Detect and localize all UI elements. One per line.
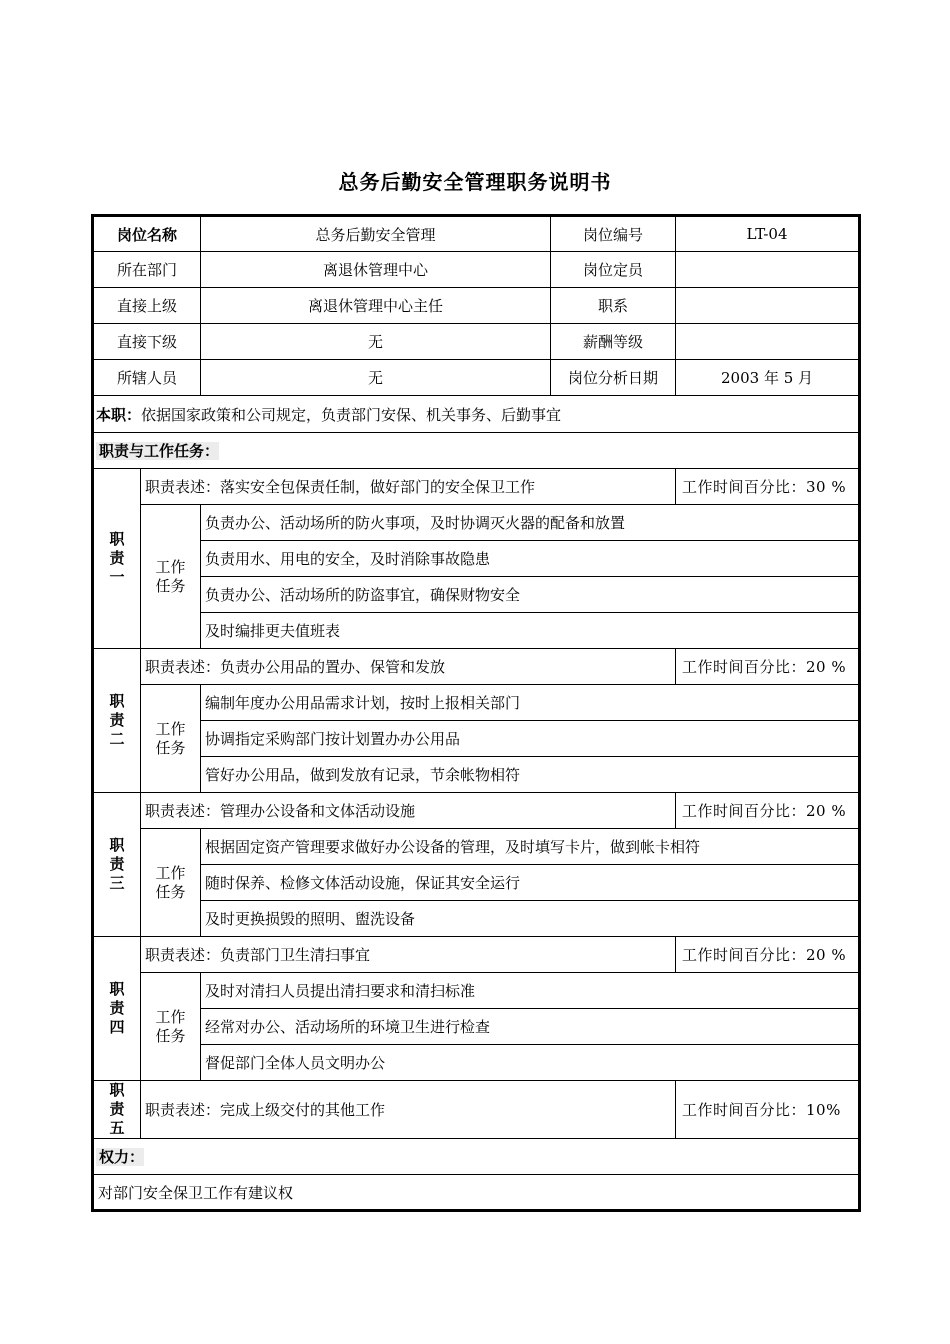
responsibility-label-text: 职责五 [109,1081,125,1137]
label-department: 所在部门 [94,252,201,288]
responsibility-statement: 职责表述：管理办公设备和文体活动设施 [141,793,676,829]
value-headcount [676,252,859,288]
value-direct-subordinate: 无 [201,324,551,360]
tasks-heading-cell [94,433,859,469]
authority-heading-row [94,1139,859,1175]
responsibility-label [94,1081,141,1139]
work-task-label-text: 工作任务 [155,719,186,757]
label-pay-grade: 薪酬等级 [551,324,676,360]
work-task-label [141,829,201,937]
job-description-table [93,216,859,1210]
responsibility-label [94,649,141,793]
info-row [94,288,859,324]
time-percentage: 工作时间百分比：20 % [676,649,859,685]
responsibility-statement: 职责表述：完成上级交付的其他工作 [141,1081,676,1139]
task-item: 督促部门全体人员文明办公 [201,1045,859,1081]
task-item: 负责用水、用电的安全，及时消除事故隐患 [201,541,859,577]
label-position-code: 岗位编号 [551,217,676,252]
label-position-name: 岗位名称 [94,217,201,252]
responsibility-label-text: 职责四 [109,980,125,1036]
task-row [94,901,859,937]
authority-item-row [94,1175,859,1210]
task-item: 协调指定采购部门按计划置办办公用品 [201,721,859,757]
value-job-family [676,288,859,324]
work-task-label-text: 工作任务 [155,863,186,901]
value-position-code: LT-04 [676,217,859,252]
task-row [94,1045,859,1081]
document-title: 总务后勤安全管理职务说明书 [338,170,612,194]
responsibility-label-text: 职责二 [109,692,125,748]
info-row [94,252,859,288]
time-percentage: 工作时间百分比：30 % [676,469,859,505]
task-row [94,541,859,577]
info-row [94,360,859,396]
task-row [94,1009,859,1045]
responsibility-label [94,469,141,649]
task-row [94,577,859,613]
responsibility-statement-row [94,793,859,829]
tasks-heading-row [94,433,859,469]
value-department: 离退休管理中心 [201,252,551,288]
time-percentage: 工作时间百分比：20 % [676,937,859,973]
responsibility-statement-row [94,649,859,685]
task-item: 及时编排更夫值班表 [201,613,859,649]
value-analysis-date: 2003 年 5 月 [676,360,859,396]
task-item: 根据固定资产管理要求做好办公设备的管理，及时填写卡片，做到帐卡相符 [201,829,859,865]
task-row [94,829,859,865]
work-task-label-text: 工作任务 [155,1007,186,1045]
duty-text: 依据国家政策和公司规定，负责部门安保、机关事务、后勤事宜 [141,405,562,424]
label-direct-superior: 直接上级 [94,288,201,324]
task-item: 负责办公、活动场所的防盗事宜，确保财物安全 [201,577,859,613]
work-task-label [141,685,201,793]
label-direct-subordinate: 直接下级 [94,324,201,360]
task-item: 负责办公、活动场所的防火事项，及时协调灭火器的配备和放置 [201,505,859,541]
duty-label: 本职： [96,405,142,424]
task-row [94,865,859,901]
label-staff: 所辖人员 [94,360,201,396]
task-item: 随时保养、检修文体活动设施，保证其安全运行 [201,865,859,901]
authority-item: 对部门安全保卫工作有建议权 [94,1175,859,1210]
responsibility-statement: 职责表述：落实安全包保责任制，做好部门的安全保卫工作 [141,469,676,505]
task-item: 管好办公用品，做到发放有记录，节余帐物相符 [201,757,859,793]
task-item: 编制年度办公用品需求计划，按时上报相关部门 [201,685,859,721]
tasks-heading: 职责与工作任务： [96,442,219,460]
task-item: 及时更换损毁的照明、盥洗设备 [201,901,859,937]
responsibility-statement: 职责表述：负责办公用品的置办、保管和发放 [141,649,676,685]
info-row [94,324,859,360]
authority-heading-cell [94,1139,859,1175]
responsibility-label-text: 职责一 [109,530,125,586]
responsibility-statement-row [94,937,859,973]
responsibility-statement: 职责表述：负责部门卫生清扫事宜 [141,937,676,973]
duty-row [94,396,859,433]
task-row [94,721,859,757]
task-row [94,505,859,541]
label-job-family: 职系 [551,288,676,324]
time-percentage: 工作时间百分比：20 % [676,793,859,829]
work-task-label-text: 工作任务 [155,557,186,595]
value-pay-grade [676,324,859,360]
task-row [94,757,859,793]
info-row [94,217,859,252]
value-staff: 无 [201,360,551,396]
task-row [94,685,859,721]
responsibility-label [94,793,141,937]
task-row [94,613,859,649]
work-task-label [141,973,201,1081]
task-item: 经常对办公、活动场所的环境卫生进行检查 [201,1009,859,1045]
responsibility-statement-row [94,469,859,505]
label-headcount: 岗位定员 [551,252,676,288]
label-analysis-date: 岗位分析日期 [551,360,676,396]
responsibilities-body [94,469,859,1139]
value-direct-superior: 离退休管理中心主任 [201,288,551,324]
work-task-label [141,505,201,649]
responsibility-label [94,937,141,1081]
time-percentage: 工作时间百分比：10% [676,1081,859,1139]
authority-heading: 权力： [96,1148,144,1166]
responsibility-label-text: 职责三 [109,836,125,892]
task-item: 及时对清扫人员提出清扫要求和清扫标准 [201,973,859,1009]
value-position-name: 总务后勤安全管理 [201,217,551,252]
duty-cell [94,396,859,433]
task-row [94,973,859,1009]
responsibility-statement-row [94,1081,859,1139]
